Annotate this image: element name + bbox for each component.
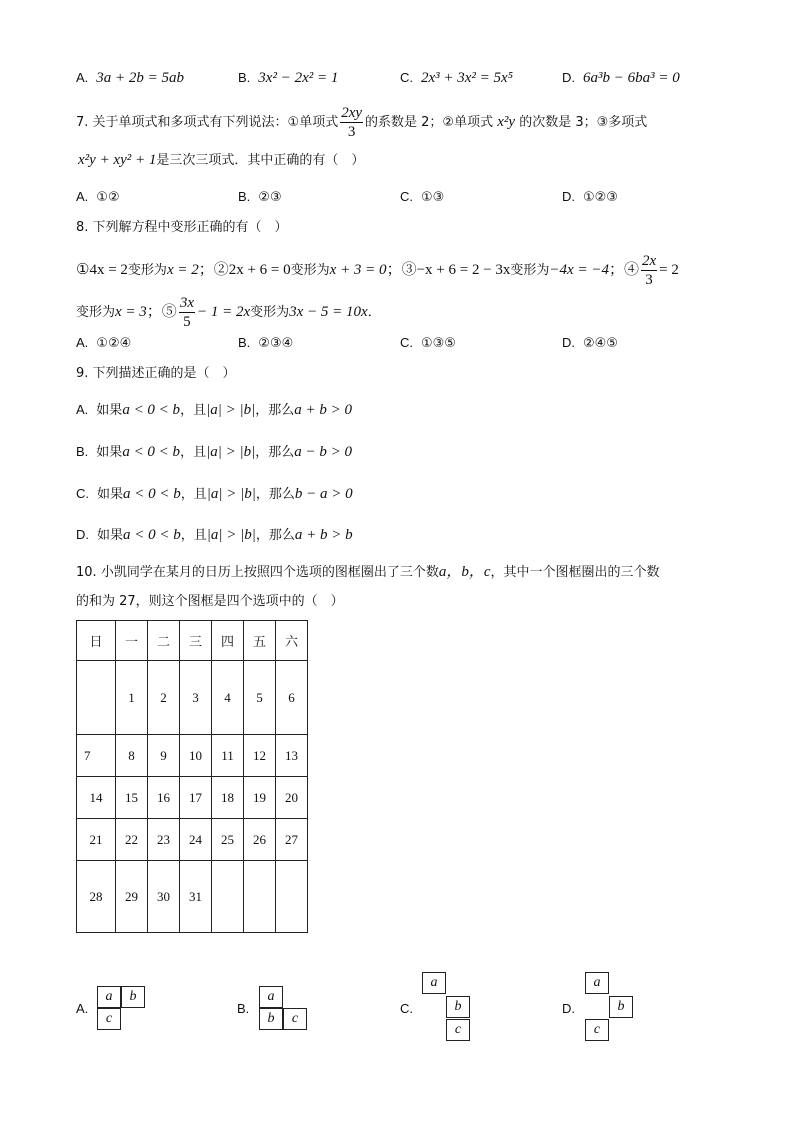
q8-number: 8. [76,220,89,235]
q9-a-pre: 如果 [96,403,123,418]
q8-f5-num: 3x [179,295,194,311]
calendar-header-cell: 一 [116,621,148,661]
q8-line3 [76,294,381,331]
q10-choice-c-label[interactable]: C. [400,1001,413,1016]
calendar-table [76,620,308,933]
q8-options [0,329,794,357]
q10-choice-a-label[interactable]: A. [76,1001,89,1016]
calendar-cell: 3 [180,661,212,735]
figure-cell-a: a [97,986,121,1008]
q9-d-result: a + b > b [294,527,353,543]
q7-options [0,183,794,211]
q9-a-mid: ，且 [180,403,207,418]
calendar-cell: 15 [116,777,148,819]
figure-cell-b: b [609,996,633,1018]
q9-option-a-label: A. [76,402,89,417]
q10-text-3: 的和为 27，则这个图框是四个选项中的（ ） [76,594,344,609]
calendar-cell: 30 [148,861,180,933]
calendar-cell: 10 [180,735,212,777]
q9-a-cond: a < 0 < b [122,402,181,418]
calendar-cell: 27 [276,819,308,861]
calendar-header-row [77,621,308,661]
calendar-cell [244,861,276,933]
q7-frac-num: 2xy [341,105,363,121]
q9-option-d-label: D. [76,527,89,542]
q6-option-a[interactable]: A. 3a + 2b = 5ab [76,70,185,86]
q8-f4-den: 3 [645,272,653,288]
calendar-cell: 7 [77,735,116,777]
q8-item4: ；④ [608,262,639,278]
figure-cell-c: c [283,1008,307,1030]
q8-f4-num: 2x [641,253,657,269]
calendar-header-cell: 二 [148,621,180,661]
q9-c-abs: |a| > |b| [206,486,256,502]
q10-stem-line1 [76,558,660,587]
calendar-cell: 21 [77,819,116,861]
q8-fraction-5 [179,294,195,331]
calendar-cell: 29 [116,861,148,933]
q9-d-cond: a < 0 < b [123,527,181,543]
calendar-cell [212,861,244,933]
q8-transform-word-3: 变形为 [510,263,550,278]
calendar-cell: 26 [244,819,276,861]
calendar-cell: 1 [116,661,148,735]
q8-result2: x + 3 = 0 [329,262,387,278]
calendar-cell: 31 [180,861,212,933]
q8-item2: ；②2x + 6 = 0 [198,262,291,278]
q8-stem-text: 下列解方程中变形正确的有（ ） [92,220,288,235]
q10-text-1: 小凯同学在某月的日历上按照四个选项的图框圈出了三个数 [100,565,439,580]
calendar-row [77,861,308,933]
q9-c-then: ，那么 [255,487,295,502]
calendar-cell [77,661,116,735]
calendar-cell [276,861,308,933]
q10-text-2: ，其中一个图框圈出的三个数 [490,565,660,580]
calendar-cell: 11 [212,735,244,777]
q8-result3: −4x = −4 [549,262,609,278]
q9-c-pre: 如果 [97,487,124,502]
q9-option-b[interactable] [76,438,352,467]
calendar-cell: 22 [116,819,148,861]
q7-frac-den: 3 [347,124,356,140]
q9-number: 9. [76,366,89,381]
q7-stem-line2 [78,146,364,175]
q8-f5-den: 5 [183,314,191,330]
q6-option-d[interactable]: D. 6a³b − 6ba³ = 0 [562,70,680,86]
q8-result5: 3x − 5 = 10x [289,304,368,320]
q8-item5: ；⑤ [146,304,177,320]
q10-vars: a，b，c [438,564,491,580]
calendar-cell: 6 [276,661,308,735]
q9-a-then: ，那么 [255,403,295,418]
calendar-cell: 20 [276,777,308,819]
q9-a-abs: |a| > |b| [206,402,256,418]
q6-option-b[interactable]: B. 3x² − 2x² = 1 [238,70,339,86]
q8-line2 [76,252,679,289]
q7-text-c: 的次数是 3；③多项式 [519,115,648,130]
calendar-cell: 18 [212,777,244,819]
q8-result4: x = 3 [115,304,147,320]
q7-fraction [340,104,363,141]
calendar-header-cell: 三 [180,621,212,661]
calendar-header-cell: 四 [212,621,244,661]
q9-b-mid: ，且 [180,445,207,460]
calendar-cell: 8 [116,735,148,777]
calendar-cell: 13 [276,735,308,777]
figure-cell-c: c [585,1019,609,1041]
q10-number: 10. [76,565,97,580]
q7-text-b: 的系数是 2；②单项式 [365,115,494,130]
q8-transform-word-1: 变形为 [127,263,167,278]
q7-text-a: 关于单项式和多项式有下列说法：①单项式 [92,115,339,130]
calendar-cell: 23 [148,819,180,861]
calendar-row [77,777,308,819]
calendar-cell: 19 [244,777,276,819]
q9-option-b-label: B. [76,444,89,459]
q7-option-d[interactable]: D. ①②③ [562,189,618,205]
q9-b-pre: 如果 [96,445,123,460]
figure-cell-b: b [121,986,145,1008]
q9-d-then: ，那么 [255,528,295,543]
q8-option-d[interactable]: D. ②④⑤ [562,335,618,351]
q8-fraction-4 [641,252,657,289]
q8-item1: ①4x = 2 [76,262,128,278]
q8-option-c[interactable]: C. ①③⑤ [400,335,456,351]
calendar-row [77,735,308,777]
q6-option-c[interactable]: C. 2x³ + 3x² = 5x⁵ [400,70,513,86]
calendar-cell: 2 [148,661,180,735]
q10-stem-line2 [76,588,344,616]
calendar-cell: 17 [180,777,212,819]
calendar-cell: 14 [77,777,116,819]
q7-stem-line1 [76,104,647,141]
q9-option-c-label: C. [76,486,89,501]
figure-cell-c: c [97,1008,121,1030]
q9-b-cond: a < 0 < b [122,444,181,460]
q8-item5-rest: − 1 = 2x [196,304,251,320]
q8-result1: x = 2 [166,262,199,278]
figure-cell-a: a [259,986,283,1008]
q9-b-result: a − b > 0 [294,444,352,460]
q7-option-b[interactable]: B. ②③ [238,189,282,205]
q8-item4-rhs: = 2 [659,262,679,278]
figure-cell-c: c [446,1019,470,1041]
calendar-row [77,661,308,735]
q9-c-mid: ，且 [180,487,207,502]
q8-stem [76,214,288,242]
calendar-header-cell: 日 [77,621,116,661]
q9-d-abs: |a| > |b| [206,527,256,543]
q8-end: ． [367,305,381,320]
q7-number: 7. [76,115,89,130]
q9-b-then: ，那么 [255,445,295,460]
figure-cell-a: a [585,972,609,994]
q9-option-c[interactable] [76,480,353,509]
figure-cell-b: b [446,996,470,1018]
calendar-cell: 28 [77,861,116,933]
q9-d-mid: ，且 [180,528,207,543]
q9-b-abs: |a| > |b| [206,444,256,460]
q7-option-a[interactable]: A. ①② [76,189,120,205]
q8-transform-word-2: 变形为 [290,263,330,278]
calendar-cell: 16 [148,777,180,819]
q9-option-d[interactable] [76,521,353,550]
figure-cell-a: a [422,972,446,994]
calendar-cell: 5 [244,661,276,735]
calendar-row [77,819,308,861]
q9-c-cond: a < 0 < b [123,486,181,502]
q9-stem-text: 下列描述正确的是（ ） [92,366,236,381]
calendar-header-cell: 五 [244,621,276,661]
q10-choice-d-label[interactable]: D. [562,1001,575,1016]
q9-stem [76,360,236,388]
q7-polynomial: x²y + xy² + 1 [78,152,157,168]
q8-transform-word-4: 变形为 [76,305,116,320]
q7-option-c[interactable]: C. ①③ [400,189,445,205]
calendar-cell: 25 [212,819,244,861]
figure-cell-b: b [259,1008,283,1030]
calendar-cell: 4 [212,661,244,735]
q8-transform-word-5: 变形为 [250,305,290,320]
q9-d-pre: 如果 [97,528,124,543]
q7-text-d: 是三次三项式．其中正确的有（ ） [156,153,365,168]
q9-option-a[interactable] [76,396,352,425]
q7-monomial-2: x²y [497,114,516,130]
q8-option-a[interactable]: A. ①②④ [76,335,132,351]
calendar-header-cell: 六 [276,621,308,661]
q9-a-result: a + b > 0 [294,402,352,418]
q10-choice-b-label[interactable]: B. [237,1001,250,1016]
calendar-cell: 24 [180,819,212,861]
q8-option-b[interactable]: B. ②③④ [238,335,294,351]
q6-options [0,64,794,92]
calendar-cell: 12 [244,735,276,777]
q8-item3: ；③−x + 6 = 2 − 3x [386,262,511,278]
calendar-cell: 9 [148,735,180,777]
q9-c-result: b − a > 0 [294,486,353,502]
